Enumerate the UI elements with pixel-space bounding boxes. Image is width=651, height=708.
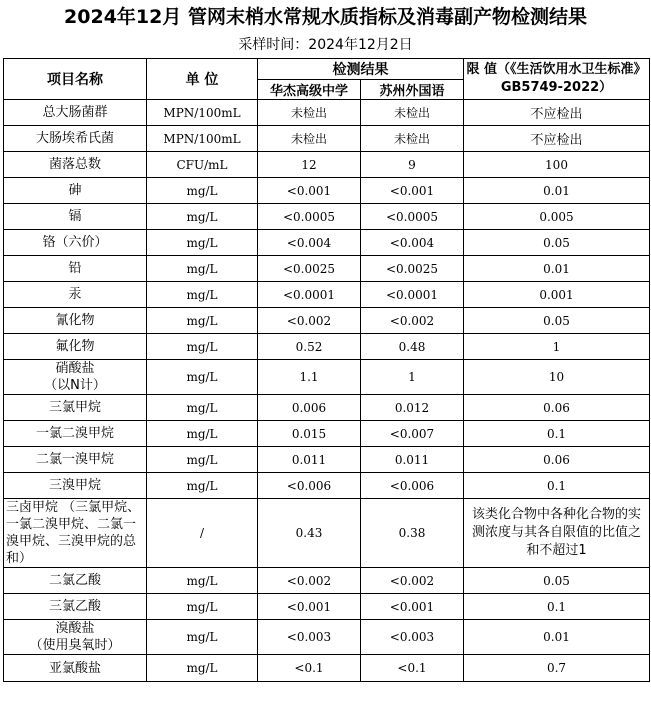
table-row <box>4 568 650 594</box>
result-huajie-cell: 0.006 <box>258 395 361 421</box>
table-row <box>4 360 650 395</box>
table-row <box>4 421 650 447</box>
result-suzhou-cell: <0.007 <box>361 421 464 447</box>
table-row <box>4 100 650 126</box>
item-name-cell: 一氯二溴甲烷 <box>4 421 147 447</box>
sampling-time: 采样时间：2024年12月2日 <box>238 37 413 53</box>
table-row <box>4 152 650 178</box>
result-suzhou-cell: <0.003 <box>361 620 464 655</box>
table-row <box>4 473 650 499</box>
item-name-cell: 亚氯酸盐 <box>4 655 147 682</box>
unit-cell: mg/L <box>147 334 258 360</box>
result-suzhou-cell: <0.1 <box>361 655 464 682</box>
limit-cell: 0.7 <box>464 655 650 682</box>
result-huajie-cell: <0.002 <box>258 568 361 594</box>
unit-cell: mg/L <box>147 655 258 682</box>
item-name-cell: 溴酸盐 （使用臭氧时） <box>4 620 147 655</box>
unit-cell: mg/L <box>147 594 258 620</box>
result-huajie-cell: <0.1 <box>258 655 361 682</box>
limit-cell: 该类化合物中各种化合物的实测浓度与其各自限值的比值之和不超过1 <box>464 499 650 568</box>
result-suzhou-cell: 1 <box>361 360 464 395</box>
table-row <box>4 126 650 152</box>
limit-cell: 0.01 <box>464 256 650 282</box>
item-name-cell: 氟化物 <box>4 334 147 360</box>
limit-cell: 0.1 <box>464 421 650 447</box>
unit-cell: mg/L <box>147 568 258 594</box>
unit-cell: CFU/mL <box>147 152 258 178</box>
table-row <box>4 204 650 230</box>
result-suzhou-cell: 未检出 <box>361 100 464 126</box>
limit-cell: 0.1 <box>464 594 650 620</box>
result-huajie-cell: 未检出 <box>258 126 361 152</box>
limit-cell: 0.05 <box>464 230 650 256</box>
result-huajie-cell: <0.0025 <box>258 256 361 282</box>
unit-cell: mg/L <box>147 178 258 204</box>
result-suzhou-cell: 0.38 <box>361 499 464 568</box>
table-row <box>4 594 650 620</box>
result-huajie-cell: <0.001 <box>258 594 361 620</box>
unit-cell: mg/L <box>147 282 258 308</box>
result-huajie-cell: 0.52 <box>258 334 361 360</box>
result-huajie-cell: 未检出 <box>258 100 361 126</box>
table-row <box>4 334 650 360</box>
limit-cell: 不应检出 <box>464 126 650 152</box>
limit-cell: 1 <box>464 334 650 360</box>
result-huajie-cell: <0.006 <box>258 473 361 499</box>
unit-cell: MPN/100mL <box>147 100 258 126</box>
limit-cell: 0.06 <box>464 447 650 473</box>
item-name-cell: 二氯一溴甲烷 <box>4 447 147 473</box>
item-name-cell: 汞 <box>4 282 147 308</box>
header-site-huajie: 华杰高级中学 <box>258 80 361 100</box>
result-huajie-cell: <0.004 <box>258 230 361 256</box>
table-row <box>4 282 650 308</box>
unit-cell: / <box>147 499 258 568</box>
table-row <box>4 256 650 282</box>
table-row <box>4 308 650 334</box>
result-suzhou-cell: <0.001 <box>361 594 464 620</box>
result-huajie-cell: <0.0005 <box>258 204 361 230</box>
table-row <box>4 395 650 421</box>
unit-cell: mg/L <box>147 620 258 655</box>
table-row <box>4 447 650 473</box>
result-huajie-cell: 0.011 <box>258 447 361 473</box>
header-unit: 单 位 <box>147 59 258 100</box>
result-suzhou-cell: <0.002 <box>361 308 464 334</box>
table-row <box>4 178 650 204</box>
limit-cell: 0.05 <box>464 568 650 594</box>
limit-cell: 100 <box>464 152 650 178</box>
result-suzhou-cell: <0.0025 <box>361 256 464 282</box>
item-name-cell: 三氯乙酸 <box>4 594 147 620</box>
item-name-cell: 大肠埃希氏菌 <box>4 126 147 152</box>
item-name-cell: 三卤甲烷 （三氯甲烷、一氯二溴甲烷、二氯一溴甲烷、三溴甲烷的总和） <box>4 499 147 568</box>
result-suzhou-cell: 未检出 <box>361 126 464 152</box>
results-table <box>3 58 650 682</box>
limit-cell: 10 <box>464 360 650 395</box>
limit-cell: 0.06 <box>464 395 650 421</box>
unit-cell: mg/L <box>147 204 258 230</box>
result-suzhou-cell: 0.48 <box>361 334 464 360</box>
unit-cell: mg/L <box>147 395 258 421</box>
unit-cell: mg/L <box>147 473 258 499</box>
result-suzhou-cell: 9 <box>361 152 464 178</box>
header-limit: 限 值（《生活饮用水卫生标准》GB5749-2022） <box>464 59 650 100</box>
table-row <box>4 230 650 256</box>
result-suzhou-cell: <0.0005 <box>361 204 464 230</box>
unit-cell: MPN/100mL <box>147 126 258 152</box>
limit-cell: 0.001 <box>464 282 650 308</box>
item-name-cell: 三氯甲烷 <box>4 395 147 421</box>
limit-cell: 0.01 <box>464 620 650 655</box>
item-name-cell: 总大肠菌群 <box>4 100 147 126</box>
item-name-cell: 硝酸盐 （以N计） <box>4 360 147 395</box>
unit-cell: mg/L <box>147 421 258 447</box>
result-huajie-cell: 1.1 <box>258 360 361 395</box>
result-suzhou-cell: 0.012 <box>361 395 464 421</box>
table-body <box>4 100 650 682</box>
report-title: 2024年12月 管网末梢水常规水质指标及消毒副产物检测结果 <box>64 6 587 28</box>
result-huajie-cell: <0.003 <box>258 620 361 655</box>
unit-cell: mg/L <box>147 308 258 334</box>
result-suzhou-cell: 0.011 <box>361 447 464 473</box>
result-suzhou-cell: <0.001 <box>361 178 464 204</box>
item-name-cell: 氰化物 <box>4 308 147 334</box>
header-results: 检测结果 <box>258 59 464 80</box>
unit-cell: mg/L <box>147 360 258 395</box>
item-name-cell: 镉 <box>4 204 147 230</box>
result-huajie-cell: <0.0001 <box>258 282 361 308</box>
limit-cell: 0.005 <box>464 204 650 230</box>
result-huajie-cell: 0.015 <box>258 421 361 447</box>
result-suzhou-cell: <0.004 <box>361 230 464 256</box>
result-suzhou-cell: <0.0001 <box>361 282 464 308</box>
unit-cell: mg/L <box>147 256 258 282</box>
header-site-suzhou: 苏州外国语 <box>361 80 464 100</box>
unit-cell: mg/L <box>147 447 258 473</box>
item-name-cell: 砷 <box>4 178 147 204</box>
result-suzhou-cell: <0.006 <box>361 473 464 499</box>
item-name-cell: 二氯乙酸 <box>4 568 147 594</box>
item-name-cell: 铬（六价） <box>4 230 147 256</box>
item-name-cell: 菌落总数 <box>4 152 147 178</box>
table-row <box>4 655 650 682</box>
limit-cell: 0.01 <box>464 178 650 204</box>
result-huajie-cell: <0.002 <box>258 308 361 334</box>
item-name-cell: 三溴甲烷 <box>4 473 147 499</box>
result-huajie-cell: <0.001 <box>258 178 361 204</box>
result-suzhou-cell: <0.002 <box>361 568 464 594</box>
item-name-cell: 铅 <box>4 256 147 282</box>
limit-cell: 不应检出 <box>464 100 650 126</box>
limit-cell: 0.05 <box>464 308 650 334</box>
table-row <box>4 620 650 655</box>
limit-cell: 0.1 <box>464 473 650 499</box>
result-huajie-cell: 12 <box>258 152 361 178</box>
unit-cell: mg/L <box>147 230 258 256</box>
header-item-name: 项目名称 <box>4 59 147 100</box>
table-row <box>4 499 650 568</box>
result-huajie-cell: 0.43 <box>258 499 361 568</box>
